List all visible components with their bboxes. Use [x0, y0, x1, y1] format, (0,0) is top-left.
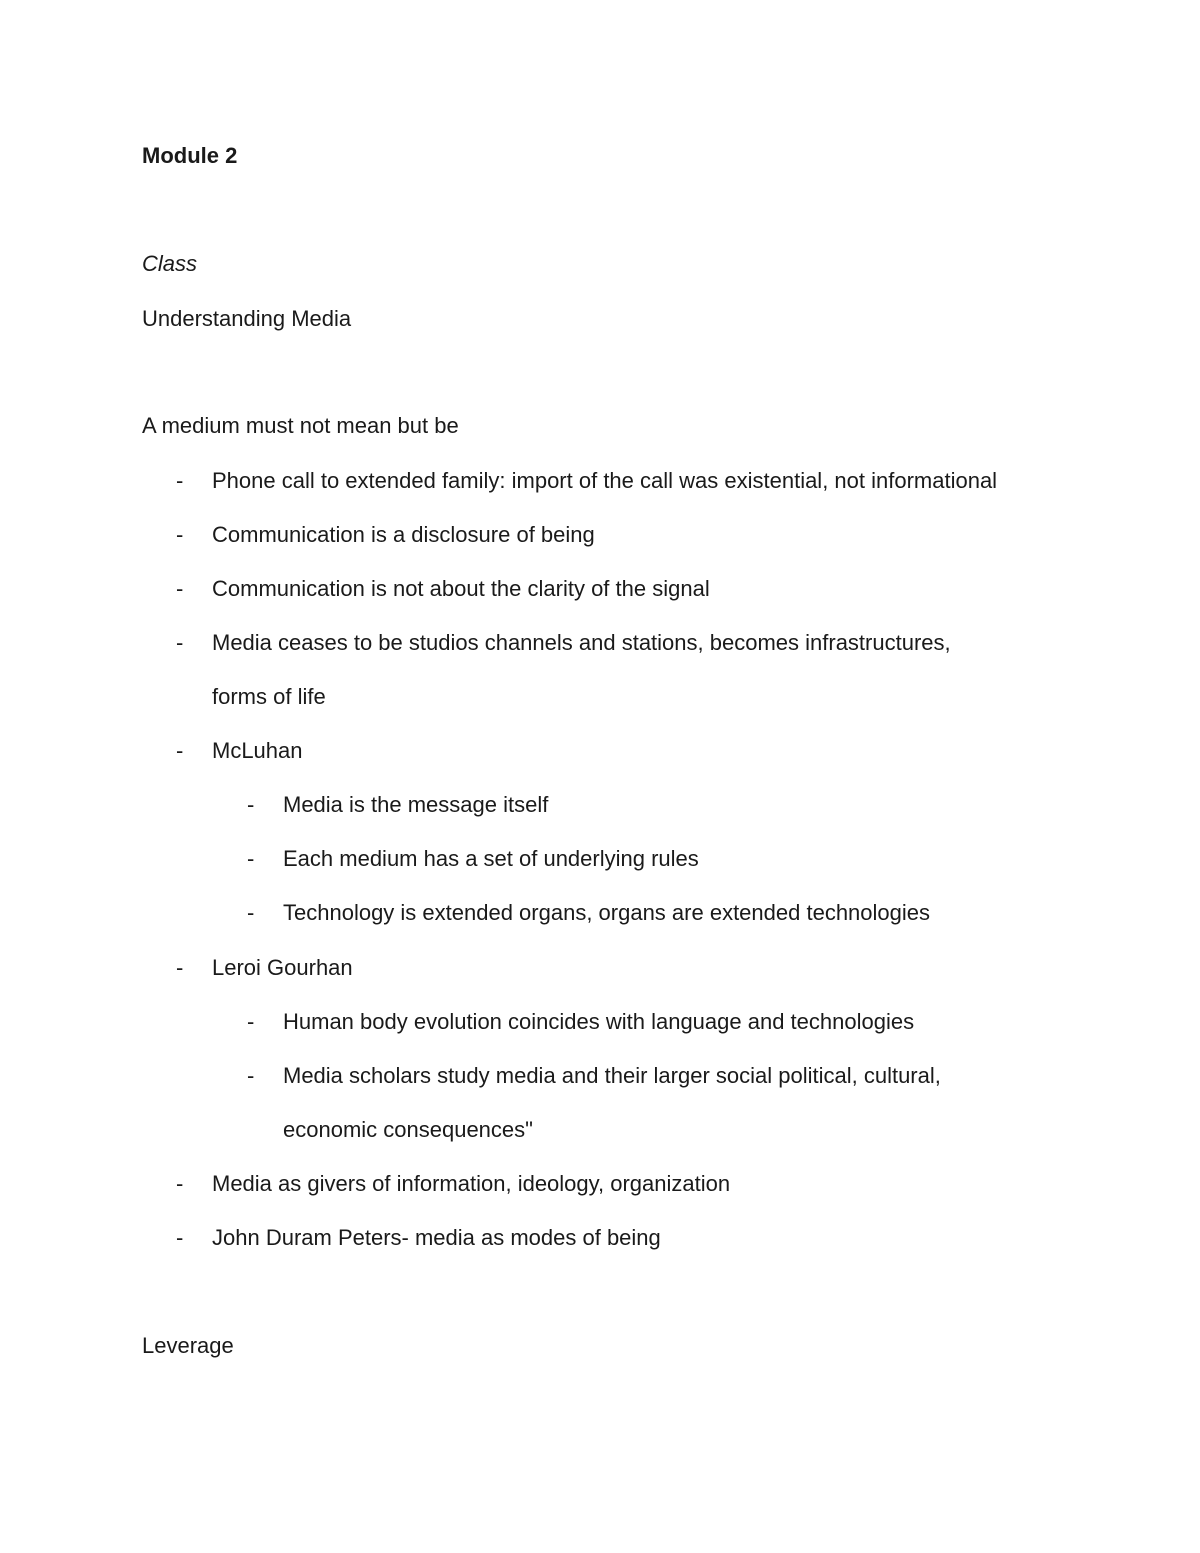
bullet-marker: -: [176, 955, 184, 980]
list-item-mcluhan: McLuhan: [212, 738, 303, 763]
sub-list-item: Each medium has a set of underlying rules: [283, 846, 699, 871]
bullet-marker: -: [247, 846, 255, 871]
bullet-marker: -: [176, 576, 184, 601]
list-item-continuation: forms of life: [212, 684, 326, 709]
intro-statement: A medium must not mean but be: [142, 413, 459, 438]
bullet-marker: -: [247, 1063, 255, 1088]
sub-list-item: Media scholars study media and their larger social political, cultural,: [283, 1063, 941, 1088]
bullet-marker: -: [176, 630, 184, 655]
sub-list-item: Human body evolution coincides with language and technologies: [283, 1009, 915, 1034]
bullet-marker: -: [176, 1225, 184, 1250]
list-item: Communication is not about the clarity of the signal: [212, 576, 710, 601]
module-title: Module 2: [142, 143, 238, 168]
sub-list-item: Technology is extended organs, organs are extended technologies: [283, 900, 931, 925]
list-item: Media ceases to be studios channels and stations, becomes infrastructures,: [212, 630, 951, 655]
list-item: Communication is a disclosure of being: [212, 522, 595, 547]
bullet-marker: -: [176, 468, 184, 493]
bullet-marker: -: [247, 900, 255, 925]
bullet-marker: -: [247, 792, 255, 817]
list-item: Phone call to extended family: import of the call was existential, not informational: [212, 468, 998, 493]
list-item: John Duram Peters- media as modes of being: [212, 1225, 661, 1250]
subtitle-understanding-media: Understanding Media: [142, 306, 352, 331]
sub-list-item: Media is the message itself: [283, 792, 549, 817]
bullet-marker: -: [176, 738, 184, 763]
bullet-marker: -: [176, 522, 184, 547]
sub-list-item-continuation: economic consequences": [283, 1117, 533, 1142]
list-item: Media as givers of information, ideology, organization: [212, 1171, 731, 1196]
list-item-leroi-gourhan: Leroi Gourhan: [212, 955, 353, 980]
bullet-marker: -: [247, 1009, 255, 1034]
bullet-marker: -: [176, 1171, 184, 1196]
footer-heading-leverage: Leverage: [142, 1333, 234, 1358]
section-label-class: Class: [142, 251, 198, 276]
